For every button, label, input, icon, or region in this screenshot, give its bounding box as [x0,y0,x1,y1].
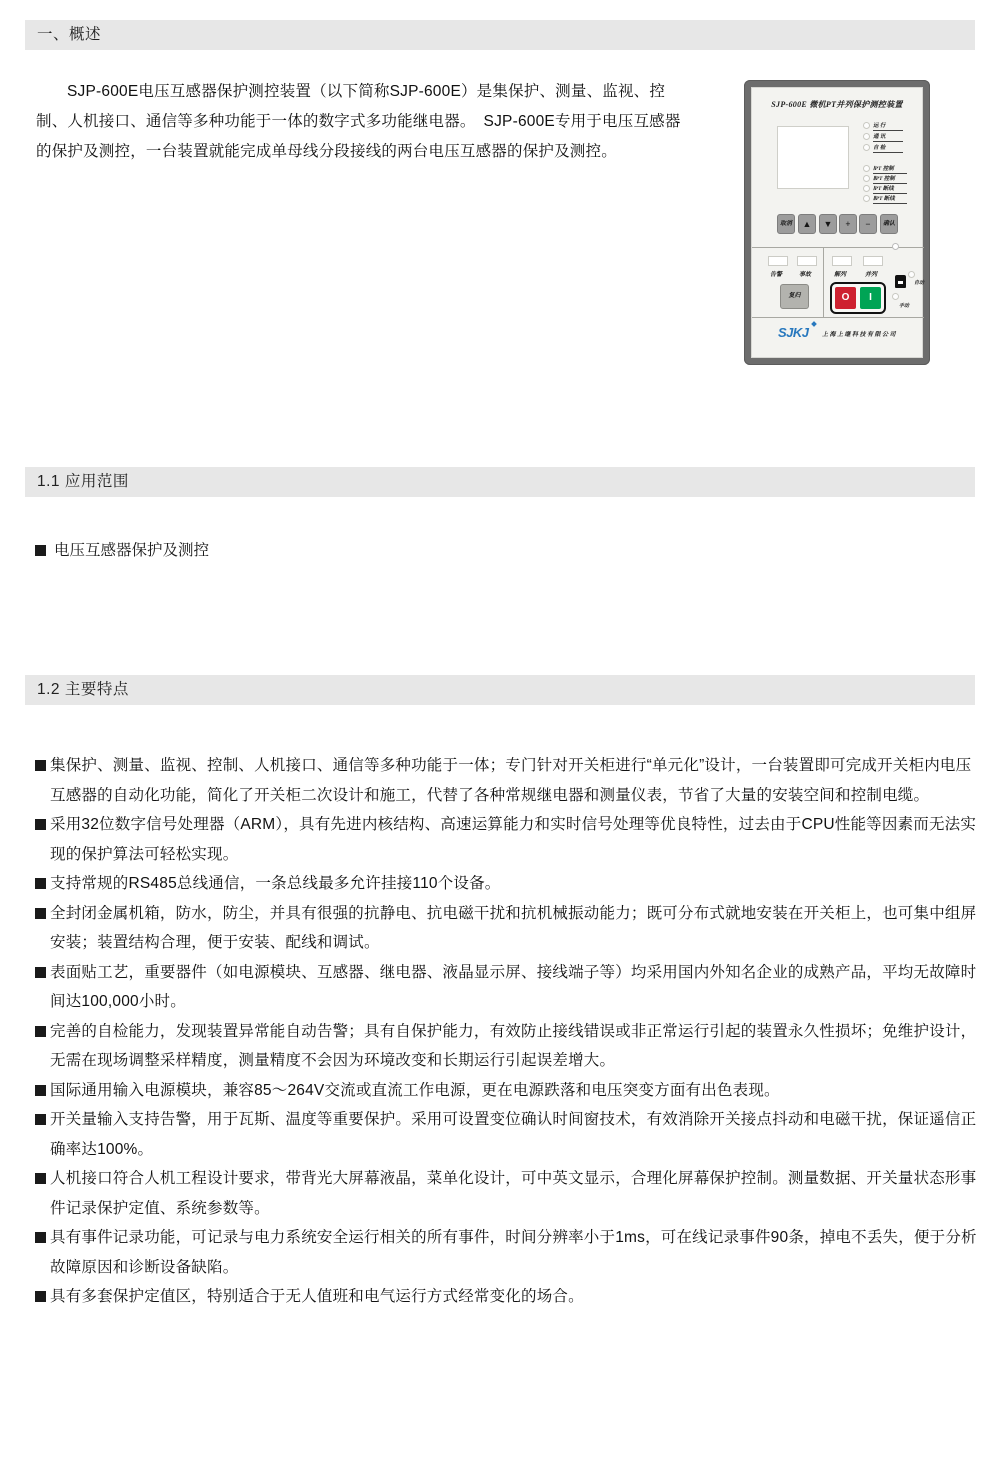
split-indicator-window [832,256,852,266]
application-item-text: 电压互感器保护及测控 [54,542,210,559]
feature-item [35,958,987,1017]
feature-text: 采用32位数字信号处理器（ARM），具有先进内核结构、高速运算能力和实时信号处理等优良特性，过去由于CPU性能等因素而无法实现的保护算法可轻松实现。 [50,816,977,863]
on-button: I [860,287,881,309]
off-button: O [835,287,856,309]
pt1-control-led-icon [863,165,870,172]
feature-item [35,1105,987,1164]
key-switch-icon [895,275,906,288]
feature-item [35,1017,987,1076]
minus-key: − [859,214,877,234]
pt2-break-led-icon [863,195,870,202]
bullet-square-icon [35,1085,46,1096]
panel-divider-bottom [752,317,924,318]
bullet-square-icon [35,908,46,919]
pt1-break-led-icon [863,185,870,192]
brand-logo: SJKJ [778,325,809,340]
fault-label: 事故 [799,272,812,278]
alarm-indicator-window [768,256,788,266]
device-title: SJP-600E 微机PT并列保护测控装置 [771,100,903,109]
feature-item [35,1076,987,1106]
split-label: 解列 [834,272,847,278]
bullet-square-icon [35,760,46,771]
feature-text: 国际通用输入电源模块，兼容85～264V交流或直流工作电源，更在电源跌落和电压突变方面有出色表现。 [50,1081,780,1099]
run-led-label: 运 行 [873,121,903,131]
feature-text: 全封闭金属机箱，防水，防尘，并具有很强的抗静电、抗电磁干扰和抗机械振动能力；既可分布式就地安装在开关柜上，也可集中组屏安装；装置结构合理，便于安装、配线和调试。 [50,904,977,951]
feature-text: 表面贴工艺，重要器件（如电源模块、互感器、继电器、液晶显示屏、接线端子等）均采用国内外知名企业的成熟产品，平均无故障时间达100,000小时。 [50,963,977,1010]
features-list [35,751,987,1312]
section-features-header: 1.2 主要特点 [25,675,975,705]
parallel-label: 并列 [865,272,878,278]
feature-item [35,869,987,899]
auto-mode-label: 自动 [914,281,925,286]
parallel-indicator-window [863,256,883,266]
logo-diamond-icon [811,321,817,327]
reset-button: 复归 [780,284,809,309]
bullet-square-icon [35,1026,46,1037]
comm-led-label: 通 讯 [873,132,903,142]
feature-item [35,1282,987,1312]
fault-indicator-window [797,256,817,266]
feature-item [35,810,987,869]
feature-text: 完善的自检能力，发现装置异常能自动告警；具有自保护能力，有效防止接线错误或非正常运行引起的装置永久性损坏；免维护设计，无需在现场调整采样精度，测量精度不会因为环境改变和长期运行引起误差增大。 [50,1022,977,1069]
bullet-square-icon [35,545,46,556]
bullet-square-icon [35,967,46,978]
section-application-header: 1.1 应用范围 [25,467,975,497]
manual-mode-label: 手动 [899,304,910,309]
bullet-square-icon [35,1173,46,1184]
intro-paragraph: SJP-600E电压互感器保护测控装置（以下简称SJP-600E）是集保护、测量、监视、控制、人机接口、通信等多种功能于一体的数字式多功能继电器。 SJP-600E专用于电压互感器的保护及测控，一台装置就能完成单母线分段接线的两台电压互感器的保护及测控。 [36,83,681,160]
pt1-break-led-label: ⅠPT 断线 [873,184,907,194]
pt2-control-led-icon [863,175,870,182]
plus-key: + [839,214,857,234]
divider-dot [892,243,899,250]
alarm-label: 告警 [770,272,783,278]
comm-led-icon [863,133,870,140]
pt2-break-led-label: ⅡPT 断线 [873,194,907,204]
manual-mode-led-icon [892,293,899,300]
pt2-control-led-label: ⅡPT 控制 [873,174,907,184]
confirm-key: 确认 [880,214,898,234]
feature-text: 开关量输入支持告警，用于瓦斯、温度等重要保护。采用可设置变位确认时间窗技术，有效消除开关接点抖动和电磁干扰，保证遥信正确率达100%。 [50,1111,977,1158]
auto-mode-led-icon [908,271,915,278]
bullet-square-icon [35,1232,46,1243]
bullet-square-icon [35,1291,46,1302]
bullet-square-icon [35,819,46,830]
company-name: 上海上继科技有限公司 [822,332,898,338]
run-led-icon [863,122,870,129]
onoff-switch-box [830,282,886,314]
bullet-square-icon [35,878,46,889]
cancel-key: 取消 [777,214,795,234]
feature-item [35,751,987,810]
feature-text: 具有多套保护定值区，特别适合于无人值班和电气运行方式经常变化的场合。 [50,1288,584,1305]
up-arrow-key: ▲ [798,214,816,234]
feature-text: 具有事件记录功能，可记录与电力系统安全运行相关的所有事件，时间分辨率小于1ms，可在线记录事件90条，掉电不丢失，便于分析故障原因和诊断设备缺陷。 [50,1229,977,1276]
selfcheck-led-label: 自 检 [873,143,903,153]
feature-text: 支持常规的RS485总线通信，一条总线最多允许挂接110个设备。 [50,875,501,892]
feature-item [35,1164,987,1223]
feature-item [35,1223,987,1282]
feature-text: 人机接口符合人机工程设计要求，带背光大屏幕液晶，菜单化设计，可中英文显示，合理化屏幕保护控制。测量数据、开关量状态形事件记录保护定值、系统参数等。 [50,1170,977,1217]
feature-item [35,899,987,958]
pt1-control-led-label: ⅠPT 控制 [873,164,907,174]
section-overview-header: 一、概述 [25,20,975,50]
selfcheck-led-icon [863,144,870,151]
bullet-square-icon [35,1114,46,1125]
panel-divider-vertical [823,247,824,317]
feature-text: 集保护、测量、监视、控制、人机接口、通信等多种功能于一体；专门针对开关柜进行“单元化”设计，一台装置即可完成开关柜内电压互感器的自动化功能，简化了开关柜二次设计和施工，代替了各种常规继电器和测量仪表，节省了大量的安装空间和控制电缆。 [50,757,972,804]
lcd-screen [777,126,849,189]
device-panel [751,87,923,358]
application-item [35,536,209,565]
down-arrow-key: ▼ [819,214,837,234]
device-front-panel-image [744,80,930,365]
